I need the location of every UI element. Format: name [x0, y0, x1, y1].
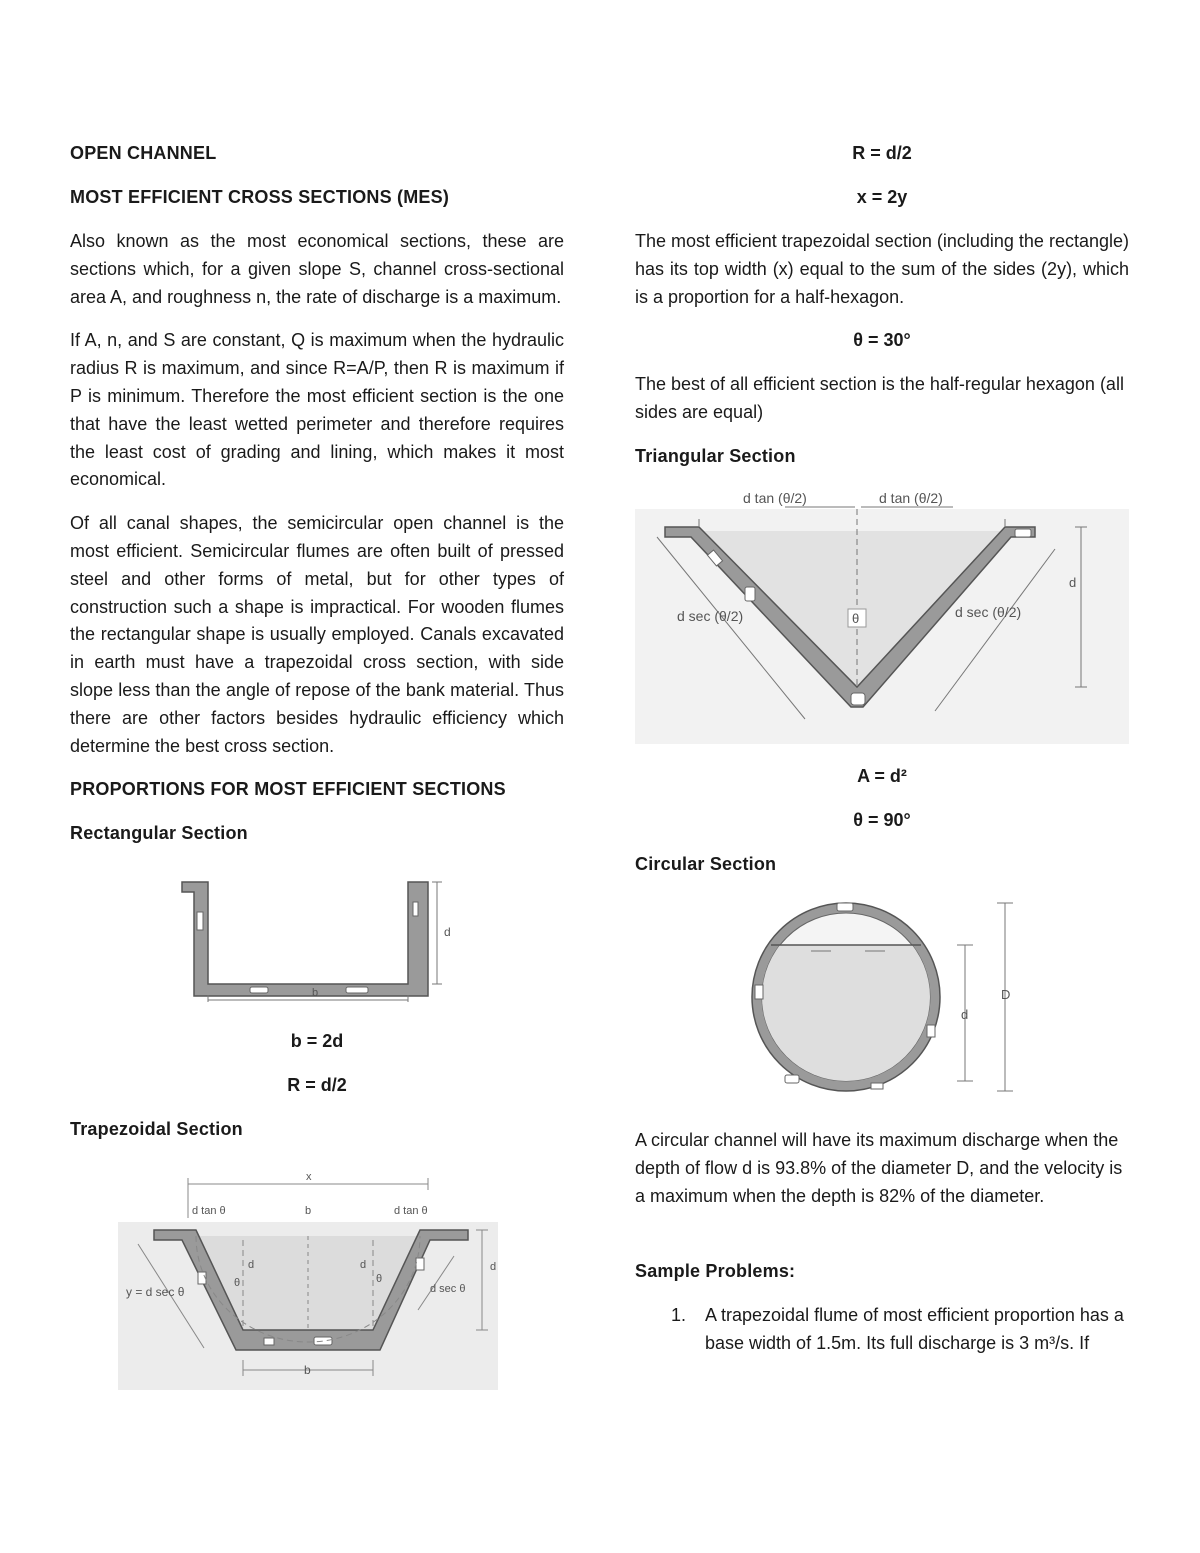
heading-mes: MOST EFFICIENT CROSS SECTIONS (MES) — [70, 187, 450, 207]
paragraph-circular-discharge: A circular channel will have its maximum discharge when the depth of flow d is 93.8% of the diameter D, and the velocity is a maximum when the depth is 82% of the diameter. — [635, 1129, 1123, 1206]
trap-label-theta1: θ — [234, 1277, 241, 1290]
trap-label-b-bottom: b — [304, 1363, 311, 1378]
heading-triangular-section: Triangular Section — [635, 445, 796, 466]
trap-label-d2: d — [360, 1259, 367, 1272]
tri-label-d: d — [1069, 574, 1077, 590]
equation-a-d2: A = d² — [857, 765, 907, 786]
heading-circular-section: Circular Section — [635, 853, 777, 874]
equation-theta-30: θ = 30° — [853, 330, 911, 351]
paragraph-definition: Also known as the most economical sections, these are sections which, for a given slope S, channel cross-sectional area A, and roughness n, the rate of discharge is a maximum. — [70, 231, 564, 307]
rect-label-b: b — [312, 987, 319, 1000]
heading-trapezoidal-section: Trapezoidal Section — [70, 1119, 243, 1140]
right-column — [635, 140, 1129, 1358]
trapezoidal-section-figure — [58, 1160, 552, 1390]
paragraph-trapezoidal-proportion: The most efficient trapezoidal section (including the rectangle) has its top width (x) equal to the sum of the sides (2y), which is a proportion for a half-hexagon. — [635, 231, 1129, 307]
paragraph-canal-shapes: Of all canal shapes, the semicircular open channel is the most efficient. Semicircular flumes are often built of pressed steel and other forms of metal, but for other types of construction such a shape is impractical. For wooden flumes the rectangular shape is usually employed. Canals excavated in earth must have a trapezoidal cross section, with side slope less than the angle of repose of the bank material. Thus there are other factors besides hydraulic efficiency which determine the best cross section. — [70, 513, 564, 756]
trap-label-d1: d — [248, 1259, 255, 1272]
heading-open-channel: OPEN CHANNEL — [70, 143, 217, 163]
equation-theta-90: θ = 90° — [853, 809, 911, 830]
equation-r-d2-left: R = d/2 — [287, 1075, 347, 1096]
tri-label-theta: θ — [852, 610, 860, 626]
trap-label-dsec: d sec θ — [430, 1283, 466, 1296]
equation-x-2y: x = 2y — [856, 187, 908, 207]
trap-label-b-top: b — [305, 1205, 312, 1218]
circular-section-figure — [635, 885, 1129, 1105]
paragraph-hydraulic-radius: If A, n, and S are constant, Q is maximum when the hydraulic radius R is maximum, and since R=A/P, then R is maximum if P is minimum. Therefore the most efficient section is the one that have the least wetted perimeter and therefore requires the least cost of grading and lining, which makes it most economical. — [70, 330, 564, 490]
circ-label-D: D — [1001, 986, 1011, 1002]
equation-b-2d: b = 2d — [290, 1031, 344, 1052]
trap-label-x: x — [306, 1171, 312, 1184]
tri-label-dsec-left: d sec (θ/2) — [677, 607, 744, 624]
trap-label-d3: d — [490, 1261, 497, 1274]
tri-label-dsec-right: d sec (θ/2) — [955, 603, 1022, 620]
heading-rectangular-section: Rectangular Section — [70, 823, 248, 844]
left-column — [70, 140, 564, 1390]
trap-label-y: y = d sec θ — [126, 1285, 185, 1300]
circ-label-d: d — [961, 1006, 969, 1022]
tri-label-dtan-right: d tan (θ/2) — [879, 489, 943, 506]
trap-label-theta2: θ — [376, 1273, 383, 1286]
triangular-section-figure — [635, 479, 1129, 749]
problem-number: 1. — [671, 1305, 687, 1326]
paragraph-half-hexagon: The best of all efficient section is the half-regular hexagon (all sides are equal) — [635, 374, 1124, 423]
heading-proportions: PROPORTIONS FOR MOST EFFICIENT SECTIONS — [70, 779, 506, 800]
sample-problems-list — [635, 1302, 1129, 1358]
rect-label-d: d — [444, 925, 451, 940]
trap-label-dtan-left: d tan θ — [192, 1205, 226, 1218]
problem-text: A trapezoidal flume of most efficient proportion has a base width of 1.5m. Its full discharge is 3 m³/s. If — [705, 1305, 1124, 1354]
rectangular-section-figure — [70, 852, 564, 1002]
list-item — [635, 1302, 1129, 1358]
heading-sample-problems: Sample Problems: — [635, 1261, 796, 1282]
trap-label-dtan-right: d tan θ — [394, 1205, 428, 1218]
tri-label-dtan-left: d tan (θ/2) — [743, 489, 807, 506]
equation-r-d2-right: R = d/2 — [852, 143, 912, 163]
